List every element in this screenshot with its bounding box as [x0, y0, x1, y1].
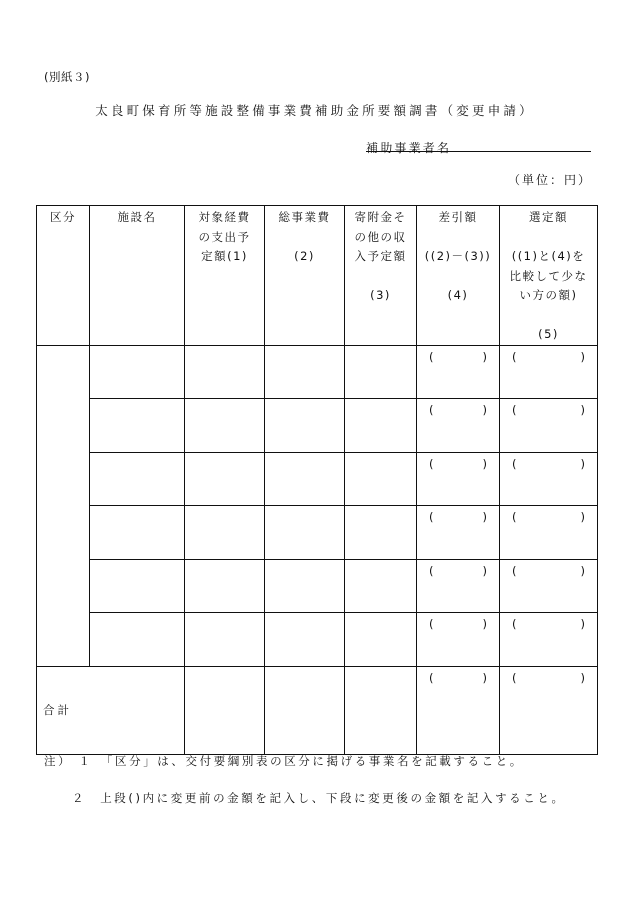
header-line: 差引額 [438, 210, 478, 224]
previous-amount-cell[interactable] [500, 452, 598, 506]
table-row [37, 613, 598, 667]
header-line: 区分 [50, 210, 76, 224]
total-project-cost-cell[interactable] [265, 399, 345, 453]
paren-close: ) [580, 349, 585, 364]
business-name-label: 補助事業者名 [366, 141, 452, 155]
previous-amount-cell[interactable] [500, 506, 598, 560]
previous-amount-bracket [417, 506, 499, 524]
previous-amount-cell[interactable] [417, 613, 500, 667]
paren-close: ) [580, 670, 585, 685]
header-spacer [345, 267, 416, 287]
attachment-label: (別紙３) [44, 70, 90, 84]
previous-amount-bracket [500, 346, 597, 364]
eligible-expense-cell[interactable] [185, 399, 265, 453]
total-eligible-expense-cell[interactable] [185, 666, 265, 754]
previous-amount-bracket [417, 667, 499, 685]
previous-amount-cell[interactable] [417, 506, 500, 560]
eligible-expense-cell[interactable] [185, 506, 265, 560]
previous-amount-cell[interactable] [500, 613, 598, 667]
header-line: (2) [294, 249, 315, 263]
table-row [37, 559, 598, 613]
paren-close: ) [482, 510, 487, 524]
column-header-2 [90, 206, 185, 346]
table-row [37, 452, 598, 506]
header-line: (5) [538, 327, 559, 341]
amount-table [36, 205, 598, 755]
previous-amount-bracket [500, 613, 597, 631]
previous-amount-cell[interactable] [417, 559, 500, 613]
header-spacer [265, 228, 344, 248]
paren-open: ( [429, 456, 434, 471]
facility-name-cell[interactable] [90, 452, 185, 506]
paren-close: ) [580, 510, 585, 524]
header-line: 対象経費 [198, 210, 251, 224]
donation-income-cell[interactable] [345, 452, 417, 506]
total-project-cost-cell[interactable] [265, 345, 345, 399]
header-line: 入予定額 [354, 249, 407, 263]
column-header-1 [37, 206, 90, 346]
header-line: の他の収 [354, 229, 407, 244]
header-line: 施設名 [117, 210, 157, 224]
previous-amount-cell[interactable] [500, 399, 598, 453]
note-1: 注） １ 「区分」は、交付要綱別表の区分に掲げる事業名を記載すること。 [44, 754, 524, 768]
previous-amount-bracket [500, 453, 597, 471]
facility-name-cell[interactable] [90, 506, 185, 560]
previous-amount-cell[interactable] [417, 345, 500, 399]
header-spacer [417, 267, 499, 287]
total-project-cost-cell[interactable] [265, 506, 345, 560]
paren-close: ) [482, 403, 487, 417]
previous-amount-cell[interactable] [417, 666, 500, 754]
paren-close: ) [482, 617, 487, 631]
table-row [37, 345, 598, 399]
paren-close: ) [580, 456, 585, 471]
paren-open: ( [429, 403, 434, 417]
paren-close: ) [482, 456, 487, 471]
paren-open: ( [512, 349, 517, 364]
total-project-cost-cell[interactable] [265, 452, 345, 506]
header-line: 総事業費 [278, 210, 331, 224]
header-line: 寄附金そ [354, 210, 407, 224]
paren-close: ) [482, 349, 487, 364]
previous-amount-bracket [500, 560, 597, 578]
eligible-expense-cell[interactable] [185, 345, 265, 399]
previous-amount-bracket [417, 613, 499, 631]
table-row [37, 506, 598, 560]
eligible-expense-cell[interactable] [185, 559, 265, 613]
previous-amount-cell[interactable] [417, 452, 500, 506]
previous-amount-bracket [500, 667, 597, 685]
paren-open: ( [512, 456, 517, 471]
total-donation-income-cell[interactable] [345, 666, 417, 754]
paren-open: ( [512, 563, 517, 578]
paren-close: ) [580, 563, 585, 578]
table-row [37, 399, 598, 453]
facility-name-cell[interactable] [90, 613, 185, 667]
previous-amount-bracket [417, 453, 499, 471]
paren-open: ( [512, 510, 517, 524]
previous-amount-cell[interactable] [500, 559, 598, 613]
header-line: 比較して少な [509, 268, 588, 283]
previous-amount-bracket [417, 346, 499, 364]
header-line: の支出予 [198, 229, 251, 244]
facility-name-cell[interactable] [90, 559, 185, 613]
note-2: ２ 上段()内に変更前の金額を記入し、下段に変更後の金額を記入すること。 [72, 791, 566, 805]
previous-amount-cell[interactable] [500, 345, 598, 399]
category-cell[interactable] [37, 345, 90, 666]
donation-income-cell[interactable] [345, 613, 417, 667]
eligible-expense-cell[interactable] [185, 613, 265, 667]
paren-open: ( [512, 617, 517, 631]
facility-name-cell[interactable] [90, 399, 185, 453]
header-line: 選定額 [529, 210, 568, 224]
header-spacer [500, 306, 597, 326]
total-project-cost-cell[interactable] [265, 666, 345, 754]
header-line: (4) [447, 288, 469, 302]
total-row [37, 666, 598, 754]
previous-amount-cell[interactable] [500, 666, 598, 754]
total-project-cost-cell[interactable] [265, 559, 345, 613]
header-line: ((1)と(4)を [511, 249, 586, 263]
eligible-expense-cell[interactable] [185, 452, 265, 506]
paren-open: ( [429, 510, 434, 524]
total-label: 合計 [37, 666, 185, 754]
total-project-cost-cell[interactable] [265, 613, 345, 667]
paren-close: ) [580, 403, 585, 417]
paren-open: ( [512, 403, 517, 417]
business-name-underline [366, 151, 591, 152]
paren-open: ( [512, 670, 517, 685]
column-header-5 [345, 206, 417, 346]
paren-open: ( [429, 349, 434, 364]
column-header-4 [265, 206, 345, 346]
donation-income-cell[interactable] [345, 345, 417, 399]
paren-open: ( [429, 670, 434, 685]
table-header-row [37, 206, 598, 346]
header-line: い方の額) [519, 288, 578, 302]
donation-income-cell[interactable] [345, 399, 417, 453]
paren-close: ) [482, 563, 487, 578]
paren-close: ) [482, 670, 487, 685]
document-title: 太良町保育所等施設整備事業費補助金所要額調書（変更申請） [95, 103, 535, 118]
paren-open: ( [429, 617, 434, 631]
donation-income-cell[interactable] [345, 506, 417, 560]
previous-amount-bracket [500, 399, 597, 417]
donation-income-cell[interactable] [345, 559, 417, 613]
header-line: 定額(1) [201, 249, 248, 263]
header-line: ((2)－(3)) [424, 249, 492, 263]
header-spacer [500, 228, 597, 248]
previous-amount-bracket [500, 506, 597, 524]
previous-amount-bracket [417, 399, 499, 417]
column-header-7 [500, 206, 598, 346]
facility-name-cell[interactable] [90, 345, 185, 399]
previous-amount-cell[interactable] [417, 399, 500, 453]
column-header-3 [185, 206, 265, 346]
previous-amount-bracket [417, 560, 499, 578]
header-spacer [417, 228, 499, 248]
paren-close: ) [580, 617, 585, 631]
column-header-6 [417, 206, 500, 346]
header-line: (3) [370, 288, 391, 302]
paren-open: ( [429, 563, 434, 578]
unit-note: （単位：円） [507, 173, 592, 187]
